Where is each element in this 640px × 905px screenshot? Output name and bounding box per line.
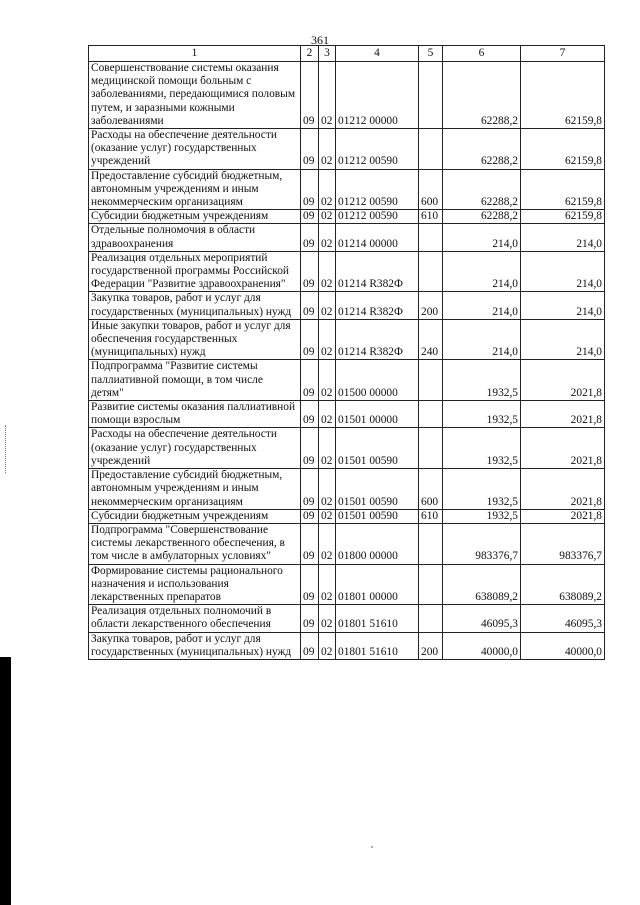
amount-year2-cell: 2021,8 xyxy=(521,469,605,510)
target-article-cell: 01212 00590 xyxy=(336,169,419,210)
table-row xyxy=(89,319,605,360)
subsection-code-cell: 02 xyxy=(319,428,336,469)
expense-type-cell xyxy=(419,129,443,170)
section-code-cell: 09 xyxy=(301,129,319,170)
target-article-cell: 01501 00590 xyxy=(336,469,419,510)
expense-type-cell xyxy=(419,564,443,605)
subsection-code-cell: 02 xyxy=(319,469,336,510)
target-article-cell: 01800 00000 xyxy=(336,523,419,564)
expense-type-cell xyxy=(419,251,443,292)
section-code-cell: 09 xyxy=(301,509,319,523)
amount-year1-cell: 62288,2 xyxy=(443,62,521,129)
table-row xyxy=(89,210,605,224)
amount-year1-cell: 1932,5 xyxy=(443,401,521,428)
table-row xyxy=(89,292,605,319)
subsection-code-cell: 02 xyxy=(319,564,336,605)
amount-year1-cell: 46095,3 xyxy=(443,605,521,632)
subsection-code-cell: 02 xyxy=(319,251,336,292)
row-name-cell: Развитие системы оказания паллиативной помощи взрослым xyxy=(89,401,301,428)
row-name-cell: Предоставление субсидий бюджетным, автономным учреждениям и иным некоммерческим организациям xyxy=(89,169,301,210)
subsection-code-cell: 02 xyxy=(319,605,336,632)
section-code-cell: 09 xyxy=(301,210,319,224)
table-row xyxy=(89,401,605,428)
amount-year1-cell: 40000,0 xyxy=(443,632,521,659)
margin-marks xyxy=(5,425,10,473)
amount-year2-cell: 46095,3 xyxy=(521,605,605,632)
target-article-cell: 01212 00000 xyxy=(336,62,419,129)
row-name-cell: Реализация отдельных полномочий в области лекарственного обеспечения xyxy=(89,605,301,632)
row-name-cell: Реализация отдельных мероприятий государственной программы Российской Федерации "Развитие здравоохранения" xyxy=(89,251,301,292)
subsection-code-cell: 02 xyxy=(319,401,336,428)
table-row xyxy=(89,564,605,605)
section-code-cell: 09 xyxy=(301,564,319,605)
target-article-cell: 01500 00000 xyxy=(336,360,419,401)
expense-type-cell: 200 xyxy=(419,632,443,659)
amount-year1-cell: 638089,2 xyxy=(443,564,521,605)
row-name-cell: Подпрограмма "Совершенствование системы лекарственного обеспечения, в том числе в амбулаторных условиях" xyxy=(89,523,301,564)
subsection-code-cell: 02 xyxy=(319,129,336,170)
row-name-cell: Совершенствование системы оказания медицинской помощи больным с заболеваниями, передающимися половым путем, и заразными кожными заболеваниями xyxy=(89,62,301,129)
row-name-cell: Предоставление субсидий бюджетным, автономным учреждениям и иным некоммерческим организациям xyxy=(89,469,301,510)
amount-year1-cell: 214,0 xyxy=(443,292,521,319)
amount-year2-cell: 214,0 xyxy=(521,292,605,319)
table-row xyxy=(89,129,605,170)
table-row xyxy=(89,360,605,401)
target-article-cell: 01212 00590 xyxy=(336,129,419,170)
target-article-cell: 01501 00590 xyxy=(336,509,419,523)
row-name-cell: Иные закупки товаров, работ и услуг для обеспечения государственных (муниципальных) нужд xyxy=(89,319,301,360)
row-name-cell: Субсидии бюджетным учреждениям xyxy=(89,210,301,224)
table-row xyxy=(89,251,605,292)
amount-year1-cell: 1932,5 xyxy=(443,360,521,401)
column-header: 1 xyxy=(89,46,301,62)
amount-year1-cell: 983376,7 xyxy=(443,523,521,564)
section-code-cell: 09 xyxy=(301,605,319,632)
column-header: 4 xyxy=(336,46,419,62)
expense-type-cell xyxy=(419,224,443,251)
table-row xyxy=(89,509,605,523)
expense-type-cell xyxy=(419,605,443,632)
section-code-cell: 09 xyxy=(301,251,319,292)
amount-year1-cell: 1932,5 xyxy=(443,509,521,523)
amount-year1-cell: 214,0 xyxy=(443,224,521,251)
subsection-code-cell: 02 xyxy=(319,292,336,319)
amount-year2-cell: 2021,8 xyxy=(521,401,605,428)
section-code-cell: 09 xyxy=(301,360,319,401)
amount-year2-cell: 638089,2 xyxy=(521,564,605,605)
expense-type-cell xyxy=(419,360,443,401)
target-article-cell: 01214 R382Ф xyxy=(336,292,419,319)
target-article-cell: 01214 R382Ф xyxy=(336,319,419,360)
amount-year2-cell: 2021,8 xyxy=(521,509,605,523)
column-header: 6 xyxy=(443,46,521,62)
section-code-cell: 09 xyxy=(301,401,319,428)
table-row xyxy=(89,224,605,251)
expense-type-cell: 600 xyxy=(419,469,443,510)
scan-speck xyxy=(371,846,373,848)
subsection-code-cell: 02 xyxy=(319,360,336,401)
table-row xyxy=(89,523,605,564)
expense-type-cell: 610 xyxy=(419,509,443,523)
target-article-cell: 01214 00000 xyxy=(336,224,419,251)
amount-year2-cell: 62159,8 xyxy=(521,129,605,170)
table-header-row xyxy=(89,46,605,62)
subsection-code-cell: 02 xyxy=(319,523,336,564)
column-header: 3 xyxy=(319,46,336,62)
column-header: 5 xyxy=(419,46,443,62)
amount-year1-cell: 62288,2 xyxy=(443,129,521,170)
subsection-code-cell: 02 xyxy=(319,319,336,360)
row-name-cell: Расходы на обеспечение деятельности (оказание услуг) государственных учреждений xyxy=(89,428,301,469)
expense-type-cell: 240 xyxy=(419,319,443,360)
amount-year1-cell: 1932,5 xyxy=(443,469,521,510)
amount-year2-cell: 2021,8 xyxy=(521,428,605,469)
target-article-cell: 01801 51610 xyxy=(336,632,419,659)
amount-year2-cell: 62159,8 xyxy=(521,210,605,224)
row-name-cell: Формирование системы рационального назначения и использования лекарственных препаратов xyxy=(89,564,301,605)
target-article-cell: 01214 R382Ф xyxy=(336,251,419,292)
amount-year2-cell: 214,0 xyxy=(521,319,605,360)
table-row xyxy=(89,62,605,129)
expense-type-cell: 610 xyxy=(419,210,443,224)
section-code-cell: 09 xyxy=(301,62,319,129)
row-name-cell: Закупка товаров, работ и услуг для государственных (муниципальных) нужд xyxy=(89,292,301,319)
section-code-cell: 09 xyxy=(301,319,319,360)
table-row xyxy=(89,632,605,659)
amount-year1-cell: 1932,5 xyxy=(443,428,521,469)
page-number: 361 xyxy=(311,33,329,47)
subsection-code-cell: 02 xyxy=(319,210,336,224)
subsection-code-cell: 02 xyxy=(319,632,336,659)
amount-year2-cell: 62159,8 xyxy=(521,169,605,210)
expense-type-cell: 600 xyxy=(419,169,443,210)
column-header: 2 xyxy=(301,46,319,62)
amount-year2-cell: 214,0 xyxy=(521,224,605,251)
scan-edge-bar xyxy=(0,657,11,905)
expense-type-cell: 200 xyxy=(419,292,443,319)
expense-type-cell xyxy=(419,523,443,564)
column-header: 7 xyxy=(521,46,605,62)
amount-year2-cell: 2021,8 xyxy=(521,360,605,401)
budget-table xyxy=(88,45,605,660)
amount-year2-cell: 983376,7 xyxy=(521,523,605,564)
target-article-cell: 01501 00590 xyxy=(336,428,419,469)
amount-year2-cell: 40000,0 xyxy=(521,632,605,659)
section-code-cell: 09 xyxy=(301,428,319,469)
row-name-cell: Закупка товаров, работ и услуг для государственных (муниципальных) нужд xyxy=(89,632,301,659)
subsection-code-cell: 02 xyxy=(319,62,336,129)
table-row xyxy=(89,428,605,469)
row-name-cell: Отдельные полномочия в области здравоохранения xyxy=(89,224,301,251)
amount-year2-cell: 214,0 xyxy=(521,251,605,292)
amount-year1-cell: 62288,2 xyxy=(443,169,521,210)
amount-year1-cell: 214,0 xyxy=(443,319,521,360)
row-name-cell: Расходы на обеспечение деятельности (оказание услуг) государственных учреждений xyxy=(89,129,301,170)
subsection-code-cell: 02 xyxy=(319,224,336,251)
table-row xyxy=(89,169,605,210)
row-name-cell: Подпрограмма "Развитие системы паллиативной помощи, в том числе детям" xyxy=(89,360,301,401)
subsection-code-cell: 02 xyxy=(319,509,336,523)
target-article-cell: 01212 00590 xyxy=(336,210,419,224)
target-article-cell: 01801 00000 xyxy=(336,564,419,605)
table-row xyxy=(89,605,605,632)
section-code-cell: 09 xyxy=(301,632,319,659)
expense-type-cell xyxy=(419,401,443,428)
section-code-cell: 09 xyxy=(301,523,319,564)
expense-type-cell xyxy=(419,62,443,129)
expense-type-cell xyxy=(419,428,443,469)
section-code-cell: 09 xyxy=(301,292,319,319)
section-code-cell: 09 xyxy=(301,169,319,210)
amount-year2-cell: 62159,8 xyxy=(521,62,605,129)
subsection-code-cell: 02 xyxy=(319,169,336,210)
section-code-cell: 09 xyxy=(301,224,319,251)
table-row xyxy=(89,469,605,510)
target-article-cell: 01801 51610 xyxy=(336,605,419,632)
amount-year1-cell: 62288,2 xyxy=(443,210,521,224)
amount-year1-cell: 214,0 xyxy=(443,251,521,292)
section-code-cell: 09 xyxy=(301,469,319,510)
target-article-cell: 01501 00000 xyxy=(336,401,419,428)
row-name-cell: Субсидии бюджетным учреждениям xyxy=(89,509,301,523)
